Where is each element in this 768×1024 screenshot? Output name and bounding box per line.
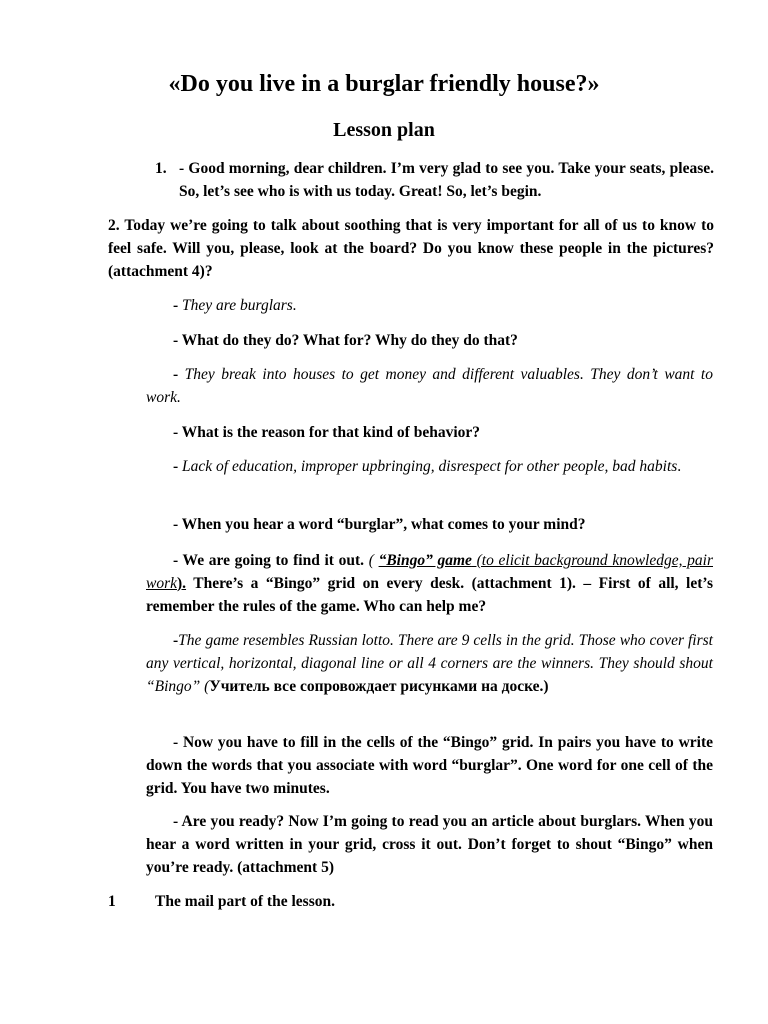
bingo-intro-rest: There’s a “Bingo” grid on every desk. (attachment 1). – First of all, let’s remember the rules of the game. Who can help me? [146,575,713,615]
greeting-paragraph [179,157,714,203]
fill-grid-paragraph: - Now you have to fill in the cells of the “Bingo” grid. In pairs you have to write down the words that you associate with word “burglar”. One word for one cell of the grid. You have two minutes. [146,734,713,797]
dash: - [173,632,179,649]
dash: - [173,366,185,383]
intro-paragraph: 2. Today we’re going to talk about soothing that is very important for all of us to know to feel safe. Will you, please, look at the board? Do you know these people in the pictures? (attachment 4)? [108,217,714,280]
rules-text: The game resembles Russian lotto. There are 9 cells in the grid. Those who cover first any vertical, horizontal, diagonal line or all 4 corners are the winners. They should shout “Bingo” ( [146,632,713,695]
answer-break-text: They break into houses to get money and different valuables. They don’t want to work. [146,366,713,406]
answer-lack [146,455,713,478]
document-title: «Do you live in a burglar friendly house?» [168,71,600,97]
rules-paragraph [146,629,713,698]
dash: - [173,458,183,475]
section-title: The mail part of the lesson. [155,893,335,910]
paren-open: ( [368,552,379,569]
bingo-game-purpose: (to elicit background knowledge, pair work [146,552,713,592]
dash: - [173,297,183,314]
teacher-note-ru: Учитель все сопровождает рисунками на доске.) [209,678,549,695]
list-number-1: 1. [155,160,167,177]
answer-break [146,363,713,409]
question-reason: - What is the reason for that kind of behavior? [173,424,481,441]
article-paragraph: - Are you ready? Now I’m going to read you an article about burglars. When you hear a word written in your grid, cross it out. Don’t forget to shout “Bingo” when you’re ready. (attachment 5) [146,813,713,876]
bingo-game-label: “Bingo” game [378,552,472,569]
question-word: - When you hear a word “burglar”, what comes to your mind? [173,516,586,533]
bingo-intro-paragraph [146,549,713,618]
bingo-intro-start: - We are going to find it out. [173,552,369,569]
section-number: 1 [108,893,116,910]
period: . [677,458,682,475]
answer-burglars [173,294,713,317]
greeting-text: - Good morning, dear children. I’m very glad to see you. Take your seats, please. So, let’s see who is with us today. Great! So, let’s begin. [179,160,714,200]
question-what-do: - What do they do? What for? Why do they do that? [173,332,518,349]
document-subtitle: Lesson plan [333,119,435,141]
answer-lack-text: Lack of education, improper upbringing, disrespect for other people, bad habits [182,458,678,475]
paren-close: ). [177,575,187,592]
answer-burglars-text: They are burglars. [182,297,297,314]
